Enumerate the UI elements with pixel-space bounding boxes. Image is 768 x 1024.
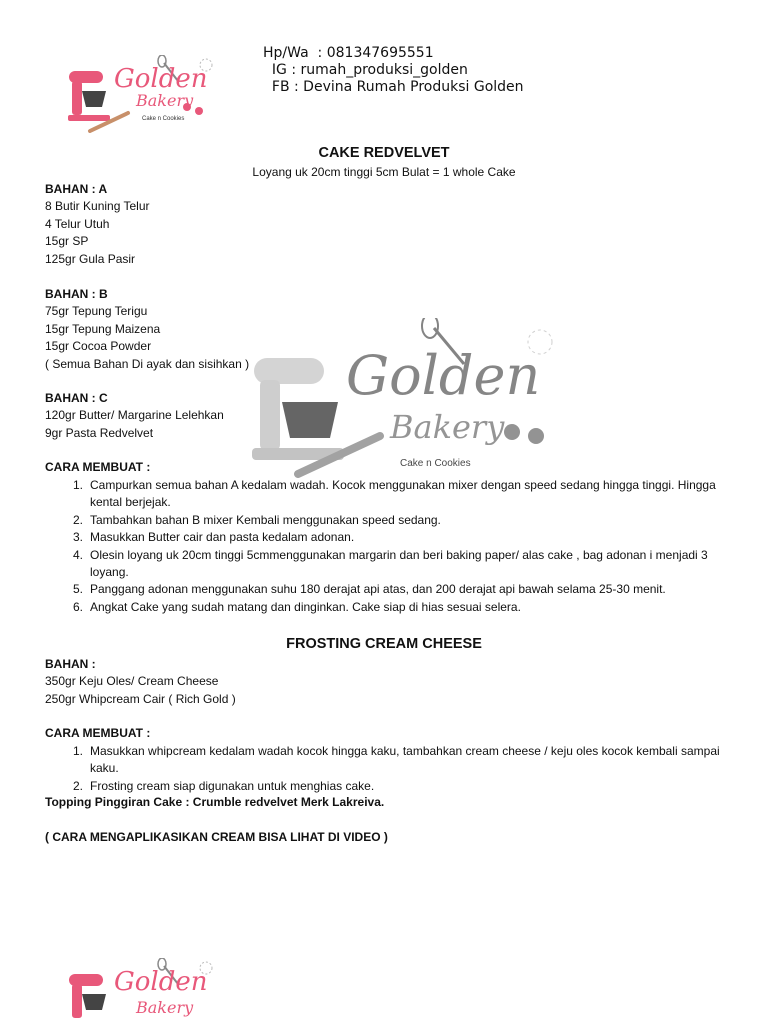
list-item: 9gr Pasta Redvelvet	[45, 425, 154, 440]
bahan-a-section	[45, 181, 150, 268]
bahan-b-section	[45, 286, 249, 373]
recipe-subtitle: Loyang uk 20cm tinggi 5cm Bulat = 1 whole Cake	[252, 165, 516, 179]
logo-watermark	[250, 318, 560, 478]
logo-word-bakery: Bakery	[136, 91, 194, 110]
list-item: 250gr Whipcream Cair ( Rich Gold )	[45, 691, 236, 706]
list-item: 120gr Butter/ Margarine Lelehkan	[45, 408, 224, 423]
contact-instagram: IG : rumah_produksi_golden	[263, 62, 468, 78]
list-item: 350gr Keju Oles/ Cream Cheese	[45, 674, 219, 689]
watermark-word-golden: Golden	[346, 344, 541, 407]
video-note: ( CARA MENGAPLIKASIKAN CREAM BISA LIHAT DI VIDEO )	[45, 830, 388, 844]
list-item: 75gr Tepung Terigu	[45, 304, 148, 319]
logo-tagline: Cake n Cookies	[142, 116, 185, 122]
list-item: 4 Telur Utuh	[45, 216, 110, 231]
step-item: 2. Tambahkan bahan B mixer Kembali menggunakan speed sedang.	[72, 512, 441, 527]
bahan-b-heading: BAHAN : B	[45, 287, 108, 301]
frosting-steps	[45, 743, 725, 795]
list-item: ( Semua Bahan Di ayak dan sisihkan )	[45, 356, 250, 371]
watermark-word-bakery: Bakery	[390, 408, 505, 446]
contact-phone: Hp/Wa : 081347695551	[263, 45, 434, 61]
logo-word-golden: Golden	[114, 967, 208, 997]
step-item: 2. Frosting cream siap digunakan untuk menghias cake.	[72, 778, 375, 793]
bahan-c-heading: BAHAN : C	[45, 391, 108, 405]
logo-top	[66, 55, 216, 133]
watermark-tagline: Cake n Cookies	[400, 458, 471, 469]
list-item: 15gr Tepung Maizena	[45, 321, 161, 336]
step-item: 1. Campurkan semua bahan A kedalam wadah. Kocok menggunakan mixer dengan speed sedang hingga tinggi. Hingga kental berjejak.	[72, 478, 716, 510]
recipe-title: CAKE REDVELVET	[318, 145, 450, 161]
step-item: 1. Masukkan whipcream kedalam wadah kocok hingga kaku, tambahkan cream cheese / keju oles kocok kembali sampai kaku.	[72, 744, 720, 776]
frosting-bahan-heading: BAHAN :	[45, 657, 96, 671]
contact-facebook: FB : Devina Rumah Produksi Golden	[263, 79, 524, 95]
step-item: 6. Angkat Cake yang sudah matang dan dinginkan. Cake siap di hias sesuai selera.	[72, 599, 521, 614]
frosting-title: FROSTING CREAM CHEESE	[286, 636, 482, 652]
cara-membuat-heading: CARA MEMBUAT :	[45, 460, 151, 474]
step-item: 4. Olesin loyang uk 20cm tinggi 5cmmenggunakan margarin dan beri baking paper/ alas cake , bag adonan i menjadi 3 loyang.	[72, 547, 708, 580]
logo-word-golden: Golden	[114, 64, 208, 94]
bahan-c-section	[45, 390, 224, 442]
bahan-a-heading: BAHAN : A	[45, 182, 108, 196]
frosting-cara-heading: CARA MEMBUAT :	[45, 726, 151, 740]
frosting-bahan-section	[45, 656, 236, 708]
logo-bottom	[66, 958, 216, 1024]
topping-note: Topping Pinggiran Cake : Crumble redvelvet Merk Lakreiva.	[45, 795, 385, 809]
list-item: 15gr Cocoa Powder	[45, 339, 152, 354]
list-item: 8 Butir Kuning Telur	[45, 199, 150, 214]
cake-steps	[45, 477, 725, 616]
logo-word-bakery: Bakery	[136, 998, 194, 1017]
step-item: 3. Masukkan Butter cair dan pasta kedalam adonan.	[72, 530, 355, 545]
list-item: 15gr SP	[45, 234, 89, 249]
contact-info	[263, 45, 524, 96]
list-item: 125gr Gula Pasir	[45, 251, 136, 266]
step-item: 5. Panggang adonan menggunakan suhu 180 derajat api atas, dan 200 derajat api bawah selama 25-30 menit.	[72, 582, 666, 597]
